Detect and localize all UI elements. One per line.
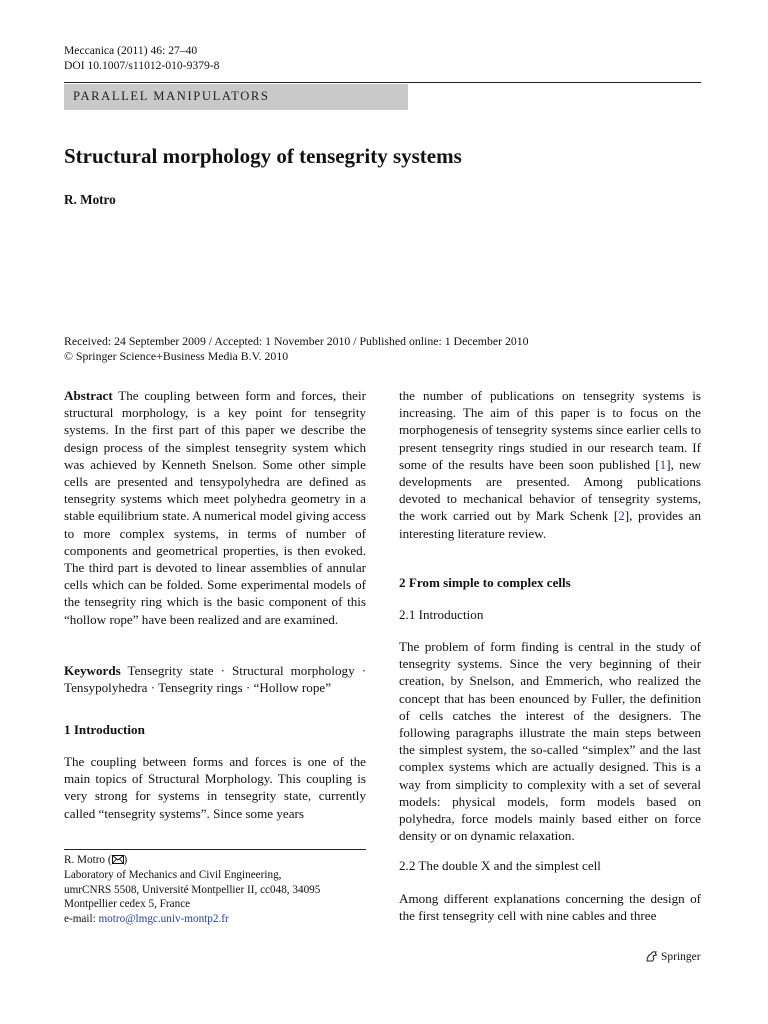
publication-info xyxy=(64,334,529,364)
footnote-rule xyxy=(64,849,366,850)
keywords xyxy=(64,662,366,696)
ref-2-link[interactable]: 2 xyxy=(618,508,625,524)
intro-heading-block xyxy=(64,721,366,738)
springer-horse-icon xyxy=(645,950,658,963)
abstract-label: Abstract xyxy=(64,388,113,403)
doi: DOI 10.1007/s11012-010-9379-8 xyxy=(64,59,220,72)
left-column xyxy=(64,387,366,628)
section-2-heading: 2 From simple to complex cells xyxy=(399,575,571,590)
section-2-1-text: The problem of form finding is central in the study of tensegrity systems. Since the very beginning of their creation, by Snelson, and Emmerich, who realized the concept that has been enounced by Fuller, the definition of cells catches the interest of the designers. The following paragraphs illustrate the main steps between the simplest system, the so-called “simplex” and the last complex systems which are actually designed. This is a way from simplicity to complexity with a set of several models: physical models, form models based on polyhedra, force models mainly based either on force density or on dynamic relaxation. xyxy=(399,639,701,844)
section-2-2-heading: 2.2 The double X and the simplest cell xyxy=(399,858,601,873)
sec2-heading-block xyxy=(399,574,701,591)
keywords-text: Tensegrity state · Structural morphology · Tensypolyhedra · Tensegrity rings · “Hollow rope” xyxy=(64,663,366,696)
keywords-label: Keywords xyxy=(64,663,121,678)
dates-line: Received: 24 September 2009 / Accepted: 1 November 2010 / Published online: 1 December 2010 xyxy=(64,334,529,348)
sec21-heading-block xyxy=(399,606,701,623)
envelope-icon xyxy=(112,855,124,864)
publisher-name: Springer xyxy=(661,950,701,963)
sec21-body xyxy=(399,638,701,844)
keywords-block xyxy=(64,662,366,696)
journal-header xyxy=(64,43,219,73)
footnote-affil-3: Montpellier cedex 5, France xyxy=(64,898,191,911)
intro-continuation: the number of publications on tensegrity systems is increasing. The aim of this paper is to focus on the morphogenesis of tensegrity systems since earlier cells to present tensegrity rings studied in our research team. If some of the results have been soon published [1], new developments are presented. Among publications devoted to mechanical behavior of tensegrity systems, the work carried out by Mark Schenk [2], provides an interesting literature review. xyxy=(399,388,701,541)
email-link[interactable]: motro@lmgc.univ-montp2.fr xyxy=(98,913,229,926)
section-bar xyxy=(64,84,408,110)
section-2-2-text: Among different explanations concerning the design of the first tensegrity cell with nine cables and three xyxy=(399,891,701,924)
header-rule xyxy=(64,82,701,83)
section-2-1-heading: 2.1 Introduction xyxy=(399,607,484,622)
intro-block xyxy=(64,753,366,822)
publisher-logo xyxy=(645,950,701,963)
abstract-text: The coupling between form and forces, their structural morphology, is a key point for tensegrity systems. In the first part of this paper we describe the design process of the simplest tensegrity system which was achieved by Kenneth Snelson. Some other simple cells are presented and tensypolyhedra are defined as tensegrity systems which meet polyhedra geometry in a stable equilibrium state. A numerical model giving access to more complex systems, in terms of number of components and geometrical properties, is then evoked. The third part is devoted to linear assemblies of annular cells which can be folded. Some experimental models of the tensegrity ring which is the basic component of this “hollow rope” have been realized and are examined. xyxy=(64,388,366,627)
author-footnote xyxy=(64,853,320,927)
footnote-author: R. Motro ( ) xyxy=(64,854,128,866)
intro-text: The coupling between forms and forces is one of the main topics of Structural Morphology. This coupling is very strong for systems in tensegrity state, currently called “tensegrity systems”. Since some years xyxy=(64,754,366,821)
footnote-affil-2: umrCNRS 5508, Université Montpellier II, cc048, 34095 xyxy=(64,883,321,896)
sec22-body xyxy=(399,890,701,924)
footnote-affil-1: Laboratory of Mechanics and Civil Engineering, xyxy=(64,868,282,881)
ref-1-link[interactable]: 1 xyxy=(659,456,667,472)
copyright-line: © Springer Science+Business Media B.V. 2010 xyxy=(64,349,289,363)
section-label: PARALLEL MANIPULATORS xyxy=(73,89,270,103)
intro-heading: 1 Introduction xyxy=(64,722,145,737)
right-column-intro xyxy=(399,387,701,542)
abstract xyxy=(64,387,366,628)
journal-citation: Meccanica (2011) 46: 27–40 xyxy=(64,44,198,57)
sec22-heading-block xyxy=(399,857,701,874)
footnote-email-line: e-mail: motro@lmgc.univ-montp2.fr xyxy=(64,913,229,926)
paper-title: Structural morphology of tensegrity systems xyxy=(64,144,462,168)
author: R. Motro xyxy=(64,192,116,207)
